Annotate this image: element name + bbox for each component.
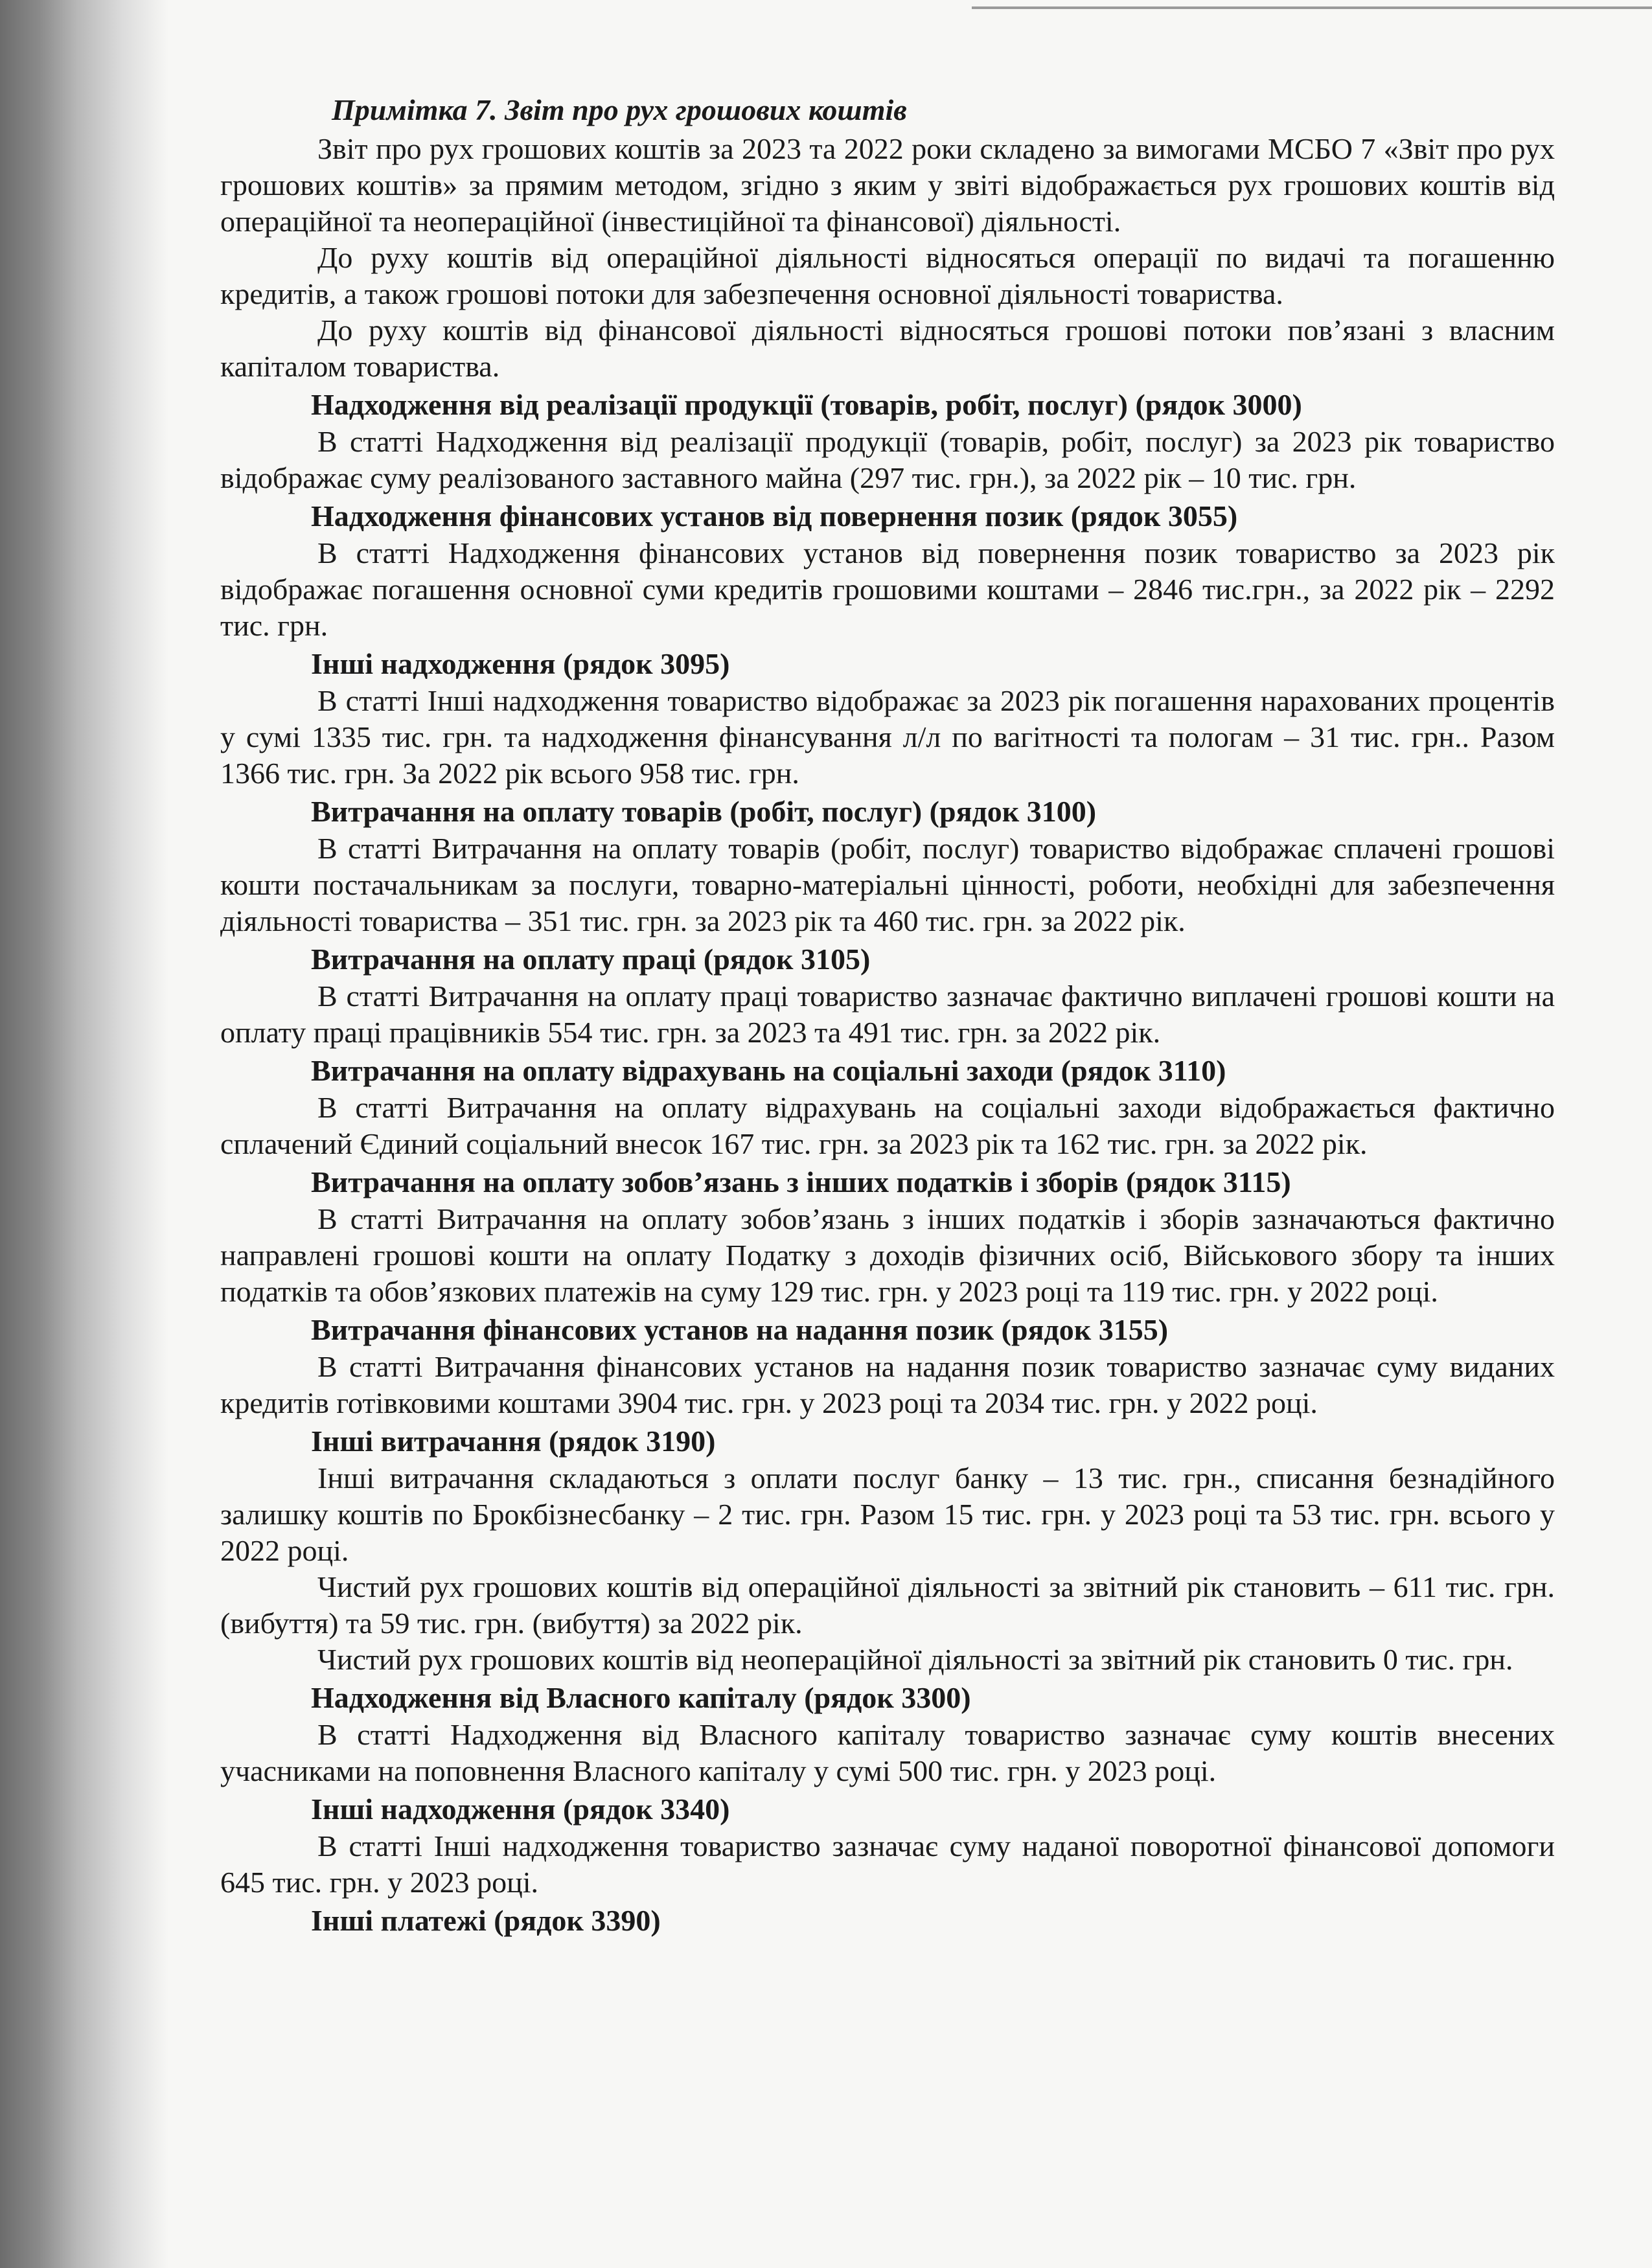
section-heading-3155: Витрачання фінансових установ на надання позик (рядок 3155) xyxy=(311,1313,1169,1346)
section-text-3190: Інші витрачання складаються з оплати послуг банку – 13 тис. грн., списання безнадійного залишку коштів по Брокбізнесбанку – 2 тис. грн. Разом 15 тис. грн. у 2023 році та 53 тис. грн. всього у 2022 році. xyxy=(220,1461,1555,1567)
section-text-3055: В статті Надходження фінансових установ від повернення позик товариство за 2023 рік відображає погашення основної суми кредитів грошовими коштами – 2846 тис.грн., за 2022 рік – 2292 тис. грн. xyxy=(220,536,1555,642)
section-heading-3000: Надходження від реалізації продукції (товарів, робіт, послуг) (рядок 3000) xyxy=(311,388,1302,421)
section-text-3115: В статті Витрачання на оплату зобов’язань з інших податків і зборів зазначаються фактично направлені грошові кошти на оплату Податку з доходів фізичних осіб, Військового збору та інших податків та обов’язкових платежів на суму 129 тис. грн. у 2023 році та 119 тис. грн. у 2022 році. xyxy=(220,1202,1555,1308)
section-text-3000: В статті Надходження від реалізації продукції (товарів, робіт, послуг) за 2023 рік товариство відображає суму реалізованого заставного майна (297 тис. грн.), за 2022 рік – 10 тис. грн. xyxy=(220,425,1555,494)
section-text-3100: В статті Витрачання на оплату товарів (робіт, послуг) товариство відображає сплачені грошові кошти постачальникам за послуги, товарно-матеріальні цінності, роботи, необхідні для забезпечення діяльності товариства – 351 тис. грн. за 2023 рік та 460 тис. грн. за 2022 рік. xyxy=(220,832,1555,937)
intro-paragraph-3: До руху коштів від фінансової діяльності відносяться грошові потоки пов’язані з власним капіталом товариства. xyxy=(220,314,1555,383)
section-heading-3115: Витрачання на оплату зобов’язань з інших податків і зборів (рядок 3115) xyxy=(311,1165,1291,1198)
section-heading-3340: Інші надходження (рядок 3340) xyxy=(311,1793,730,1826)
net-flow-operating: Чистий рух грошових коштів від операційної діяльності за звітний рік становить – 611 тис. грн. (вибуття) та 59 тис. грн. (вибуття) за 2022 рік. xyxy=(220,1570,1555,1640)
document-page xyxy=(220,91,1555,2228)
scan-binding-shadow xyxy=(0,0,168,2268)
section-heading-3110: Витрачання на оплату відрахувань на соціальні заходи (рядок 3110) xyxy=(311,1054,1226,1087)
section-text-3155: В статті Витрачання фінансових установ на надання позик товариство зазначає суму виданих кредитів готівковими коштами 3904 тис. грн. у 2023 році та 2034 тис. грн. у 2022 році. xyxy=(220,1350,1555,1419)
section-heading-3055: Надходження фінансових установ від повернення позик (рядок 3055) xyxy=(311,499,1238,533)
section-heading-3190: Інші витрачання (рядок 3190) xyxy=(311,1425,716,1458)
intro-paragraph-2: До руху коштів від операційної діяльності відносяться операції по видачі та погашенню кредитів, а також грошові потоки для забезпечення основної діяльності товариства. xyxy=(220,241,1555,310)
net-flow-nonoperating: Чистий рух грошових коштів від неопераційної діяльності за звітний рік становить 0 тис. грн. xyxy=(317,1643,1513,1676)
section-text-3110: В статті Витрачання на оплату відрахувань на соціальні заходи відображається фактично сплачений Єдиний соціальний внесок 167 тис. грн. за 2023 рік та 162 тис. грн. за 2022 рік. xyxy=(220,1091,1555,1160)
section-text-3095: В статті Інші надходження товариство відображає за 2023 рік погашення нарахованих процентів у сумі 1335 тис. грн. та надходження фінансування л/л по вагітності та пологам – 31 тис. грн.. Разом 1366 тис. грн. За 2022 рік всього 958 тис. грн. xyxy=(220,684,1555,790)
section-heading-3390: Інші платежі (рядок 3390) xyxy=(311,1904,661,1937)
section-text-3340: В статті Інші надходження товариство зазначає суму наданої поворотної фінансової допомоги 645 тис. грн. у 2023 році. xyxy=(220,1829,1555,1899)
intro-paragraph-1: Звіт про рух грошових коштів за 2023 та 2022 роки складено за вимогами МСБО 7 «Звіт про рух грошових коштів» за прямим методом, згідно з яким у звіті відображається рух грошових коштів від операційної та неопераційної (інвестиційної та фінансової) діяльності. xyxy=(220,132,1555,238)
section-heading-3095: Інші надходження (рядок 3095) xyxy=(311,647,730,680)
section-text-3105: В статті Витрачання на оплату праці товариство зазначає фактично виплачені грошові кошти на оплату праці працівників 554 тис. грн. за 2023 та 491 тис. грн. за 2022 рік. xyxy=(220,979,1555,1049)
section-heading-3100: Витрачання на оплату товарів (робіт, послуг) (рядок 3100) xyxy=(311,795,1097,828)
section-text-3300: В статті Надходження від Власного капіталу товариство зазначає суму коштів внесених учасниками на поповнення Власного капіталу у сумі 500 тис. грн. у 2023 році. xyxy=(220,1718,1555,1787)
scan-top-edge xyxy=(972,6,1652,9)
section-heading-3300: Надходження від Власного капіталу (рядок 3300) xyxy=(311,1681,971,1714)
section-heading-3105: Витрачання на оплату праці (рядок 3105) xyxy=(311,943,871,976)
page-title: Примітка 7. Звіт про рух грошових коштів xyxy=(332,93,907,126)
